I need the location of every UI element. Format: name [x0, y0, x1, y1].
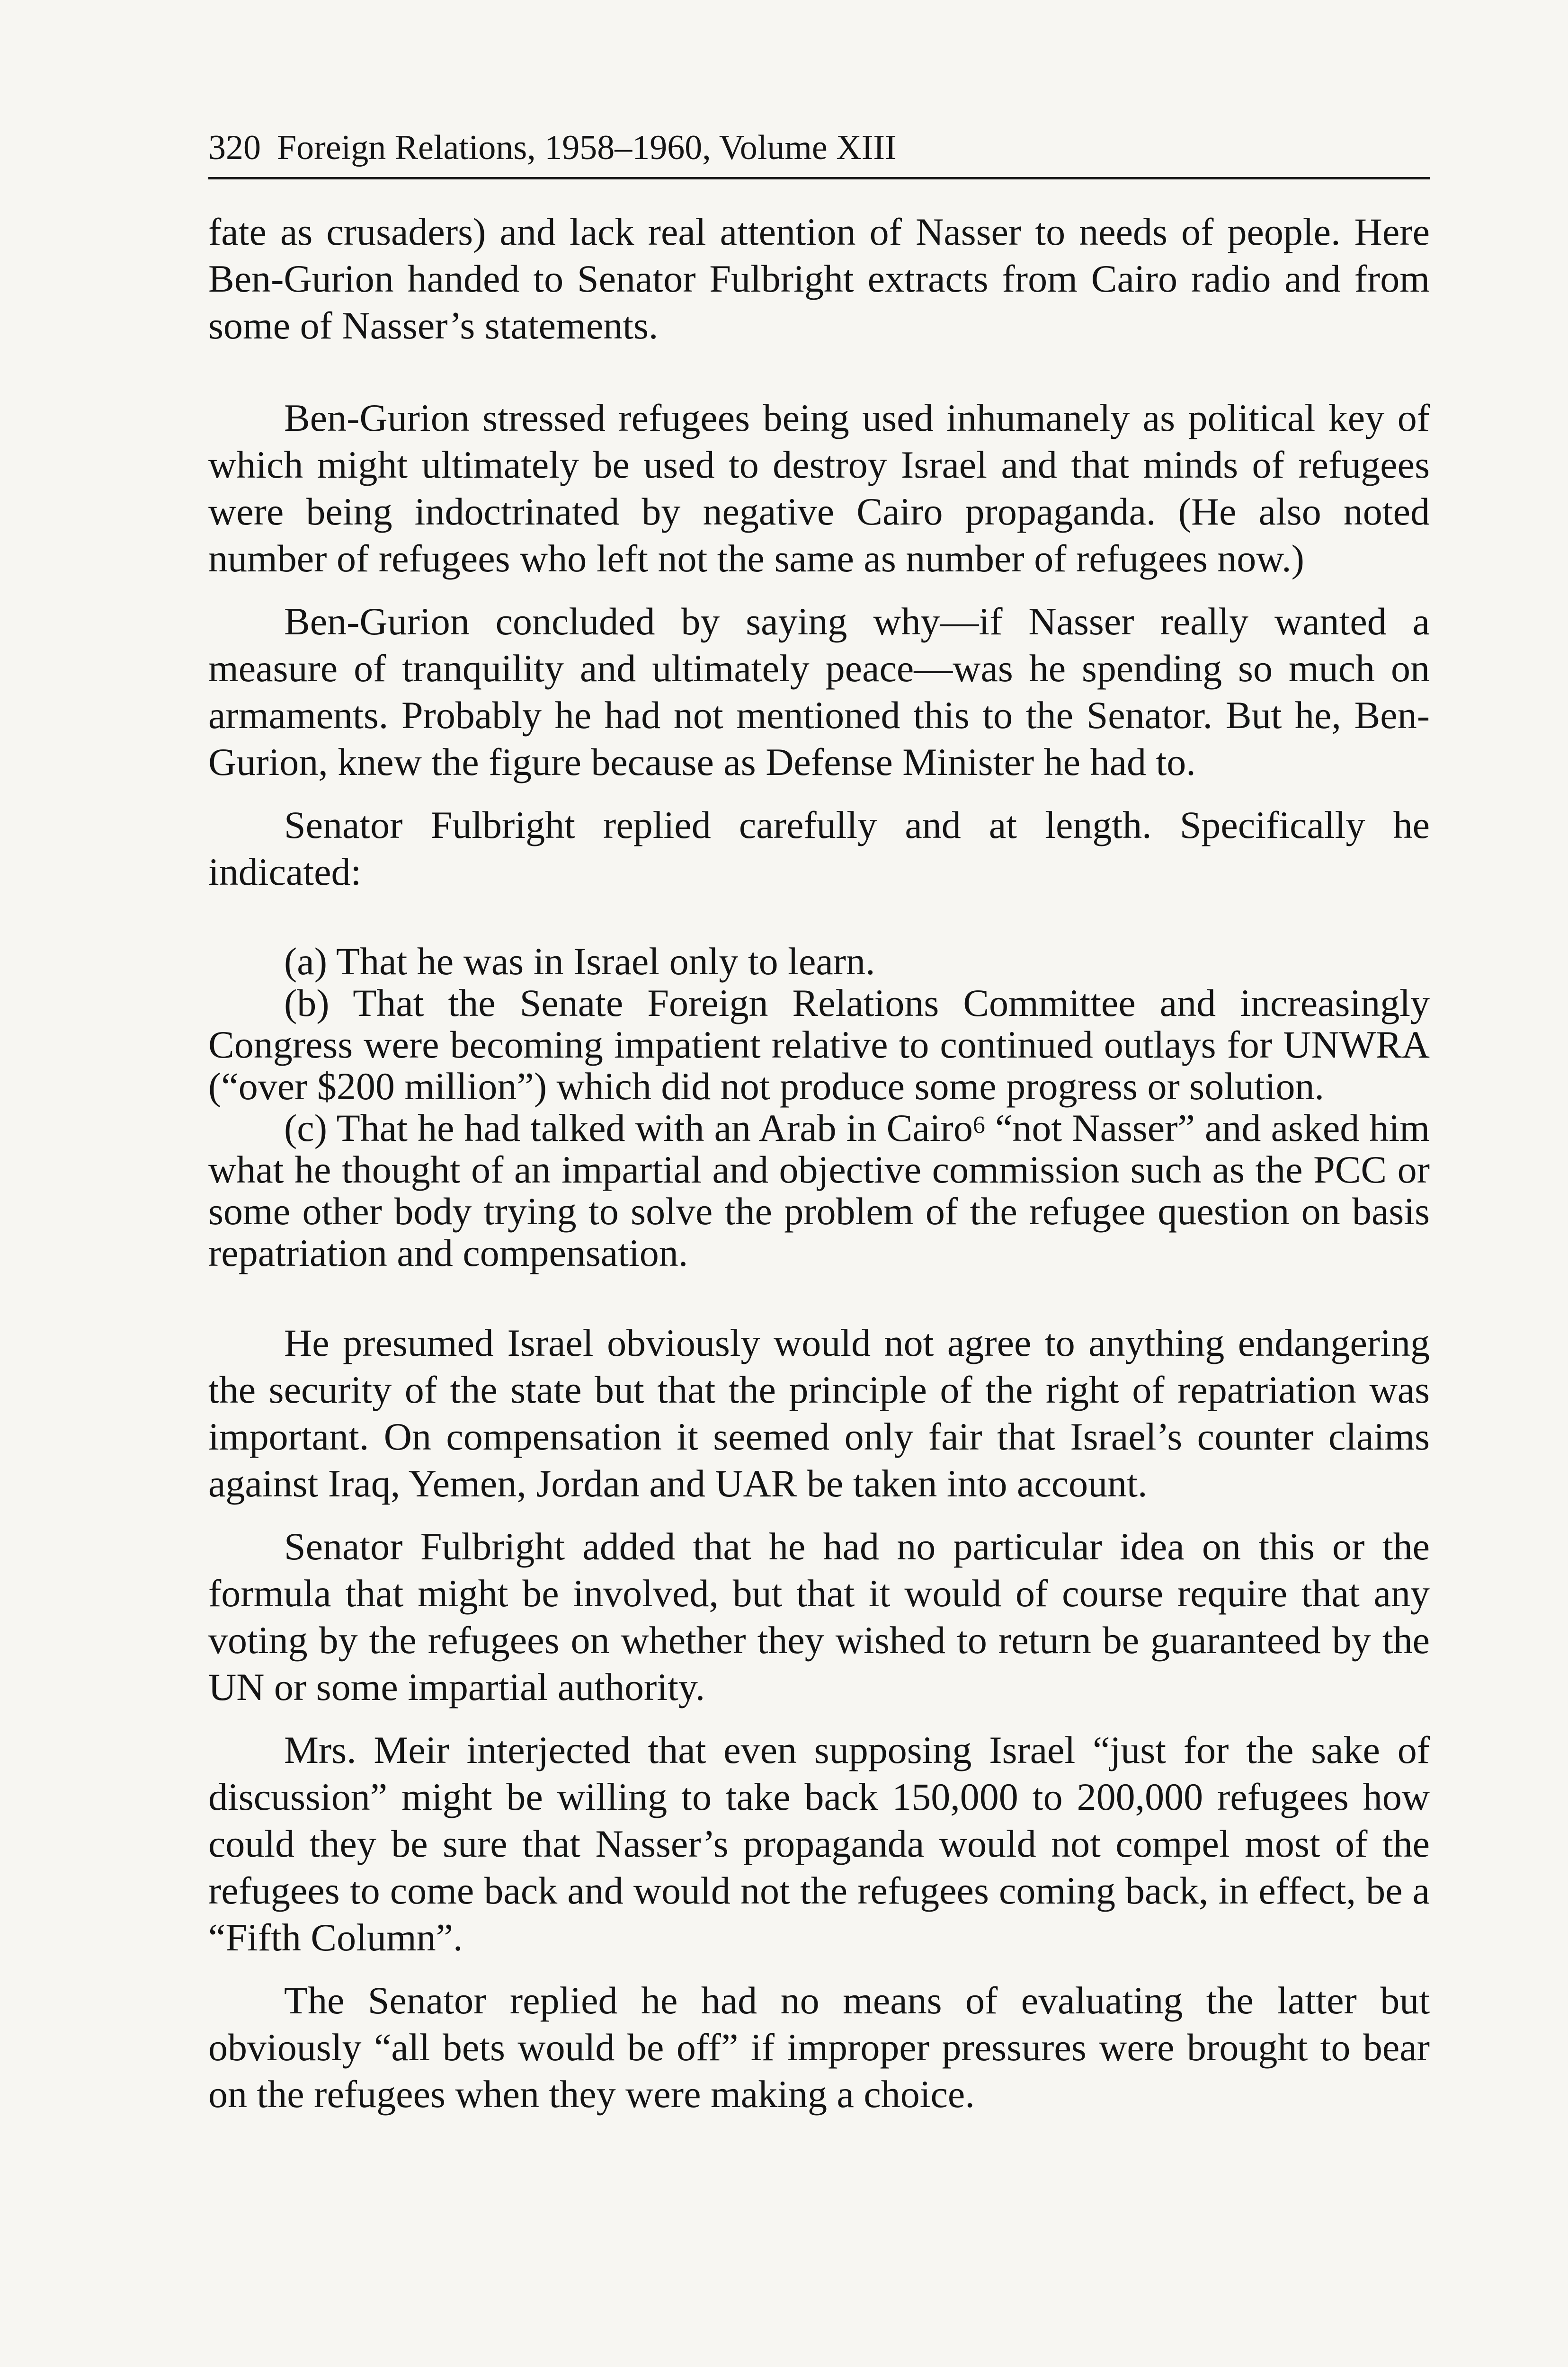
paragraph-repatriation: He presumed Israel obviously would not agree to anything endangering the security of the state but that the principle of the right of repatriation was important. On compensation it seemed only fair that Israel’s counter claims against Iraq, Yemen, Jordan and UAR be taken into account. — [208, 1321, 1430, 1505]
list-item-c-start: (c) That he had talked with an Arab in Cairo — [284, 1106, 973, 1149]
list-item-c — [208, 1107, 1430, 1274]
paragraph-voting-guarantee: Senator Fulbright added that he had no particular idea on this or the formula that might be involved, but that it would of course require that any voting by the refugees on whether they wished to return be guaranteed by the UN or some impartial authority. — [208, 1525, 1430, 1709]
paragraph-senator-replied: The Senator replied he had no means of evaluating the latter but obviously “all bets would be off” if improper pressures were brought to bear on the refugees when they were making a choice. — [208, 1979, 1430, 2116]
fulbright-points-list — [208, 941, 1430, 1274]
paragraph-continuation: fate as crusaders) and lack real attention of Nasser to needs of people. Here Ben-Gurion handed to Senator Fulbright extracts from Cairo radio and from some of Nasser’s statements. — [208, 210, 1430, 347]
footnote-reference: 6 — [972, 1112, 985, 1139]
list-item-b: (b) That the Senate Foreign Relations Committee and increasingly Congress were becoming impatient relative to continued outlays for UNWRA (“over $200 million”) which did not produce some progress or solution. — [208, 981, 1430, 1108]
paragraph-refugees-indoctrinated: Ben-Gurion stressed refugees being used inhumanely as political key of which might ultimately be used to destroy Israel and that minds of refugees were being indoctrinated by negative Cairo propaganda. (He also noted number of refugees who left not the same as number of refugees now.) — [208, 396, 1430, 580]
paragraph-meir-interjected: Mrs. Meir interjected that even supposing Israel “just for the sake of discussion” might be willing to take back 150,000 to 200,000 refugees how could they be sure that Nasser’s propaganda would not compel most of the refugees to come back and would not the refugees coming back, in effect, be a “Fifth Column”. — [208, 1728, 1430, 1959]
list-item-a: (a) That he was in Israel only to learn. — [284, 940, 875, 983]
volume-title: Foreign Relations, 1958–1960, Volume XIII — [277, 128, 897, 167]
running-header — [208, 124, 1430, 179]
main-text — [208, 208, 1430, 2118]
page-number: 320 — [208, 128, 261, 167]
paragraph-armaments: Ben-Gurion concluded by saying why—if Nasser really wanted a measure of tranquility and ultimately peace—was he spending so much on armaments. Probably he had not mentioned this to the Senator. But he, Ben-Gurion, knew the figure because as Defense Minister he had to. — [208, 600, 1430, 783]
list-item-c-rest: “not Nasser” and asked him what he thought of an impartial and objective commission such as the PCC or some other body trying to solve the problem of the refugee question on basis repatriation and compensation. — [208, 1106, 1430, 1274]
paragraph-fulbright-replied: Senator Fulbright replied carefully and at length. Specifically he indicated: — [208, 803, 1430, 893]
